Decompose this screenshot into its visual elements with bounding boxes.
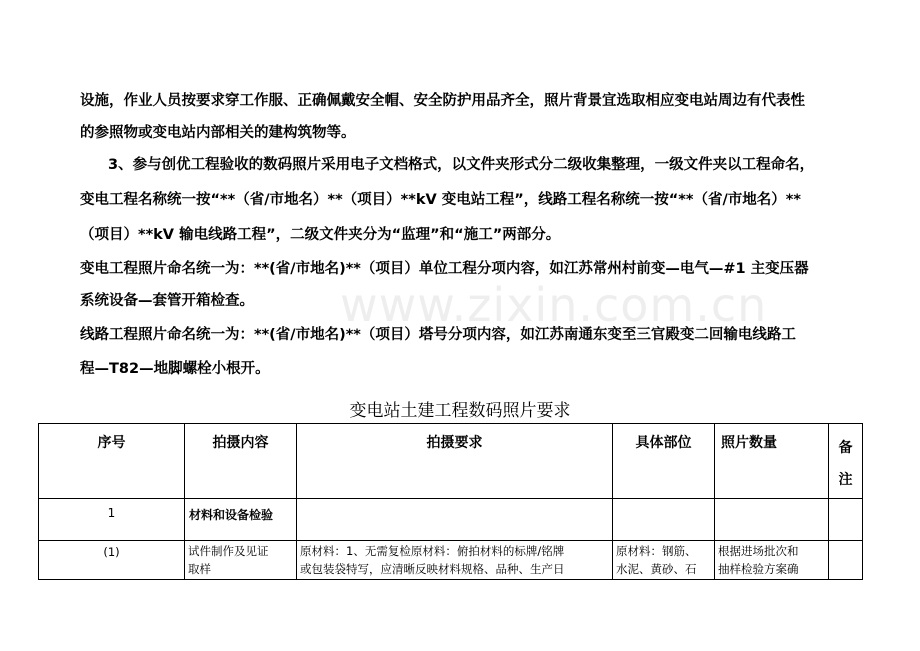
header-cell: 序号 [39, 424, 185, 499]
header-cell: 具体部位 [613, 424, 715, 499]
row-location [613, 541, 715, 580]
row-number: 1 [39, 499, 185, 541]
table-row [39, 499, 863, 541]
header-cell-remarks [829, 424, 863, 499]
row-content: 材料和设备检验 [185, 499, 297, 541]
cell-line: 原材料：1、无需复检原材料：俯拍材料的标牌/铭牌 [300, 544, 565, 558]
empty-cell [829, 499, 863, 541]
paragraph-line: 程—T82—地脚螺栓小根开。 [80, 361, 270, 377]
paragraph-line: （项目）**kV 输电线路工程”，二级文件夹分为“监理”和“施工”两部分。 [80, 227, 561, 243]
row-quantity [715, 541, 829, 580]
remarks-char: 备 [838, 440, 853, 456]
empty-cell [297, 499, 613, 541]
cell-line: 原材料：钢筋、 [616, 544, 697, 558]
remarks-char: 注 [838, 472, 853, 488]
empty-cell [613, 499, 715, 541]
paragraph-line: 设施，作业人员按要求穿工作服、正确佩戴安全帽、安全防护用品齐全，照片背景宜选取相应变电站周边有代表性 [80, 93, 805, 109]
header-cell: 拍摄要求 [297, 424, 613, 499]
watermark: www.zixin.com.cn [340, 278, 768, 332]
photo-requirements-table [38, 423, 863, 580]
header-cell: 拍摄内容 [185, 424, 297, 499]
cell-line: 抽样检验方案确 [718, 562, 799, 576]
paragraph-line: 变电工程照片命名统一为：**(省/市地名)**（项目）单位工程分项内容，如江苏常州村前变—电气—#1 主变压器 [80, 261, 809, 277]
row-number: (1) [39, 541, 185, 580]
cell-line: 根据进场批次和 [718, 544, 799, 558]
header-cell: 照片数量 [715, 424, 829, 499]
row-requirement [297, 541, 613, 580]
cell-line: 或包装袋特写，应清晰反映材料规格、品种、生产日 [300, 562, 565, 576]
paragraph-line: 3、参与创优工程验收的数码照片采用电子文档格式，以文件夹形式分二级收集整理，一级文件夹以工程命名， [108, 157, 815, 173]
paragraph-line: 线路工程照片命名统一为：**(省/市地名)**（项目）塔号分项内容，如江苏南通东变至三官殿变二回输电线路工 [80, 327, 796, 343]
paragraph-line: 系统设备—套管开箱检查。 [80, 293, 254, 309]
table-row [39, 541, 863, 580]
empty-cell [715, 499, 829, 541]
cell-line: 水泥、黄砂、石 [616, 562, 697, 576]
paragraph-line: 变电工程名称统一按“**（省/市地名）**（项目）**kV 变电站工程”，线路工程名称统一按“**（省/市地名）** [80, 192, 801, 208]
cell-line: 取样 [188, 562, 211, 576]
table-title: 变电站土建工程数码照片要求 [349, 401, 571, 421]
table-header-row [39, 424, 863, 499]
row-content [185, 541, 297, 580]
empty-cell [829, 541, 863, 580]
cell-line: 试件制作及见证 [188, 544, 269, 558]
paragraph-line: 的参照物或变电站内部相关的建构筑物等。 [80, 125, 356, 141]
